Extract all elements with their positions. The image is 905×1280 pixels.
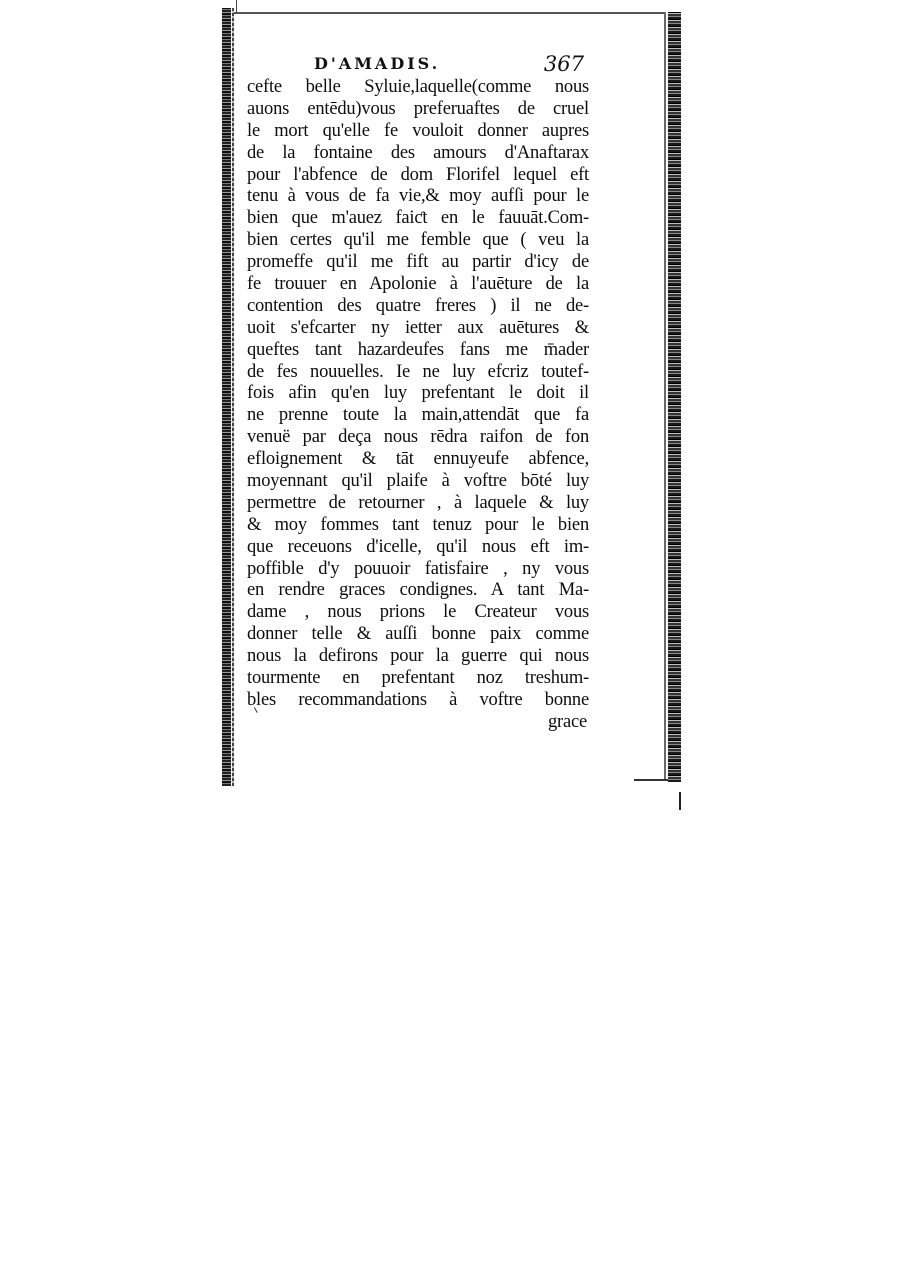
- text-line: moyennant qu'il plaife à voftre bōté luy: [247, 471, 589, 492]
- text-line: efloignement & tāt ennuyeufe abfence,: [247, 449, 589, 470]
- text-line: uoit s'efcarter ny ietter aux auētures &: [247, 317, 589, 338]
- text-line: ne prenne toute la main,attendāt que fa: [247, 405, 589, 426]
- text-line: auons entēdu)vous preferuaftes de cruel: [247, 98, 589, 119]
- left-binding-shadow: [232, 8, 234, 786]
- text-line: bien certes qu'il me femble que ( veu la: [247, 230, 589, 251]
- text-line: & moy fommes tant tenuz pour le bien: [247, 514, 589, 535]
- text-line: que receuons d'icelle, qu'il nous eft im-: [247, 536, 589, 557]
- text-line: venuë par deça nous rēdra raifon de fon: [247, 427, 589, 448]
- text-line: de fes nouuelles. Ie ne luy efcriz toutef-: [247, 361, 589, 382]
- text-line: de la fontaine des amours d'Anaftarax: [247, 142, 589, 163]
- text-line: permettre de retourner , à laquele & luy: [247, 492, 589, 513]
- text-line: donner telle & auſſi bonne paix comme: [247, 624, 589, 645]
- running-title: D'AMADIS.: [314, 54, 441, 73]
- text-line: promeffe qu'il me fift au partir d'icy de: [247, 252, 589, 273]
- page-number: 367: [543, 52, 584, 76]
- text-line: dame , nous prions le Createur vous: [247, 602, 589, 623]
- bottom-edge-mark: [679, 792, 681, 810]
- text-line: pour l'abfence de dom Florifel lequel eft: [247, 164, 589, 185]
- text-line: fe trouuer en Apolonie à l'auēture de la: [247, 274, 589, 295]
- bottom-page-edge: [634, 779, 668, 781]
- text-line: le mort qu'elle fe vouloit donner aupres: [247, 120, 589, 141]
- right-page-border: [664, 12, 666, 780]
- text-line: tourmente en prefentant noz treshum-: [247, 668, 589, 689]
- top-page-edge: [232, 12, 664, 14]
- body-text: [247, 77, 589, 734]
- text-line: contention des quatre freres ) il ne de-: [247, 295, 589, 316]
- right-fore-edge: [668, 12, 681, 782]
- text-line: queftes tant hazardeufes fans me m̄ader: [247, 339, 589, 360]
- text-line: cefte belle Syluie,laquelle(comme nous: [247, 77, 589, 97]
- text-line: tenu à vous de fa vie,& moy aufſi pour le: [247, 186, 589, 207]
- left-binding-edge: [222, 8, 231, 786]
- text-line: en rendre graces condignes. A tant Ma-: [247, 580, 589, 601]
- text-line: poffible d'y pouuoir fatisfaire , ny vous: [247, 558, 589, 579]
- text-line: bles recommandations à voftre bonne: [247, 689, 589, 710]
- text-line: bien que m'auez faiƈt en le fauuāt.Com-: [247, 208, 589, 229]
- text-line: fois afin qu'en luy prefentant le doit il: [247, 383, 589, 404]
- catchword: grace: [547, 711, 587, 732]
- text-line: nous la defirons pour la guerre qui nous: [247, 646, 589, 667]
